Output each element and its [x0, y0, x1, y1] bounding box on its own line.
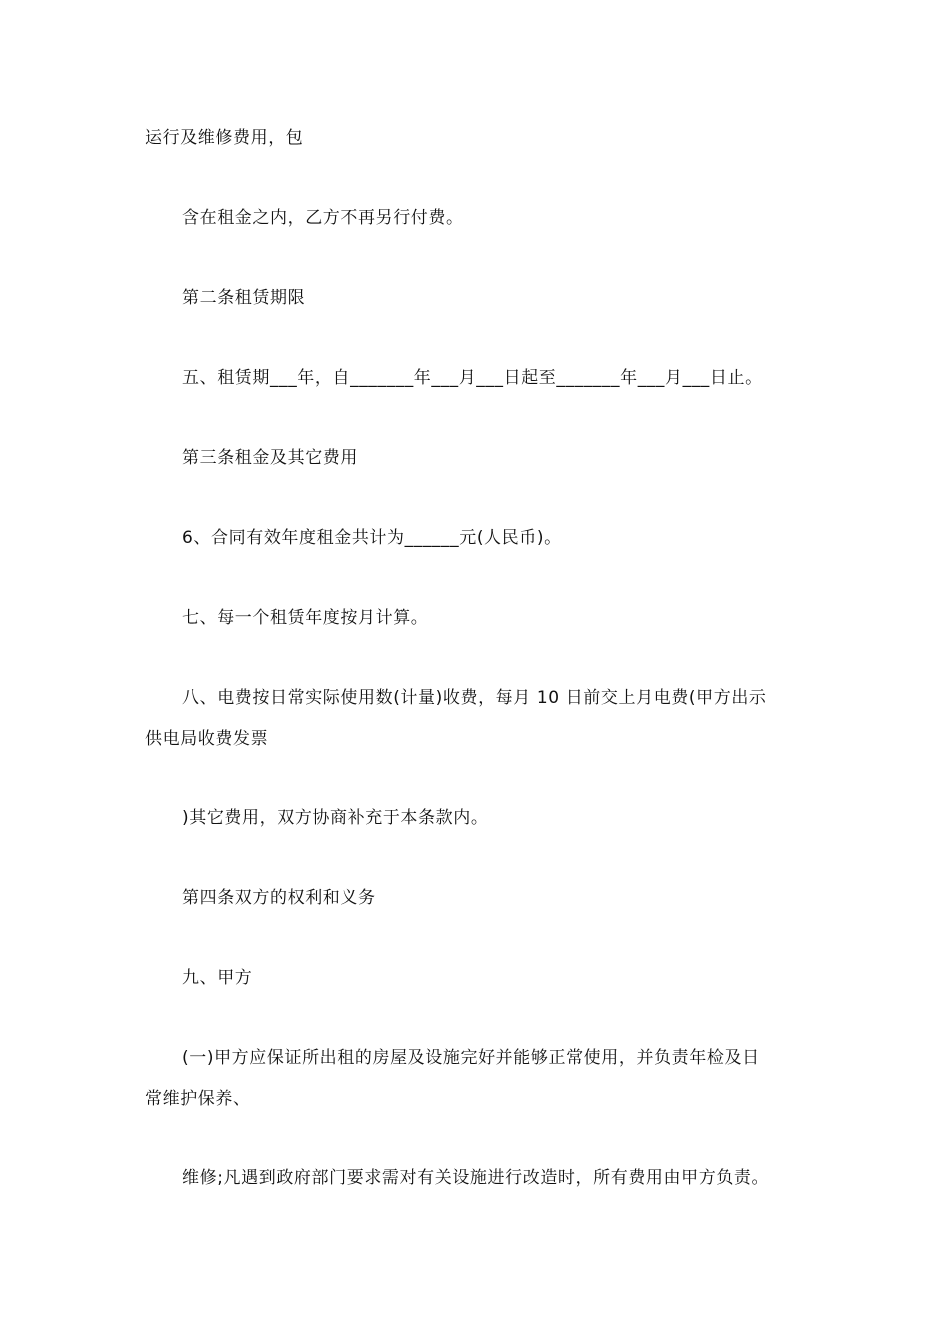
text-line: 常维护保养、 [145, 1089, 251, 1109]
text-line: )其它费用，双方协商补充于本条款内。 [182, 808, 489, 828]
text-line: 6、合同有效年度租金共计为______元(人民币)。 [182, 528, 562, 548]
text-line: 七、每一个租赁年度按月计算。 [182, 608, 429, 628]
text-line: 五、租赁期___年，自_______年___月___日起至_______年___月___日止。 [182, 368, 763, 388]
section-heading: 第二条租赁期限 [182, 288, 306, 308]
text-line: 运行及维修费用，包 [145, 128, 304, 148]
text-line: 含在租金之内，乙方不再另行付费。 [182, 208, 464, 228]
text-line: 九、甲方 [182, 968, 253, 988]
section-heading: 第三条租金及其它费用 [182, 448, 358, 468]
text-line: 八、电费按日常实际使用数(计量)收费，每月 10 日前交上月电费(甲方出示 [182, 688, 767, 708]
text-line: 供电局收费发票 [145, 729, 269, 749]
text-line: (一)甲方应保证所出租的房屋及设施完好并能够正常使用，并负责年检及日 [182, 1048, 760, 1068]
section-heading: 第四条双方的权利和义务 [182, 888, 376, 908]
text-line: 维修;凡遇到政府部门要求需对有关设施进行改造时，所有费用由甲方负责。 [182, 1168, 770, 1188]
